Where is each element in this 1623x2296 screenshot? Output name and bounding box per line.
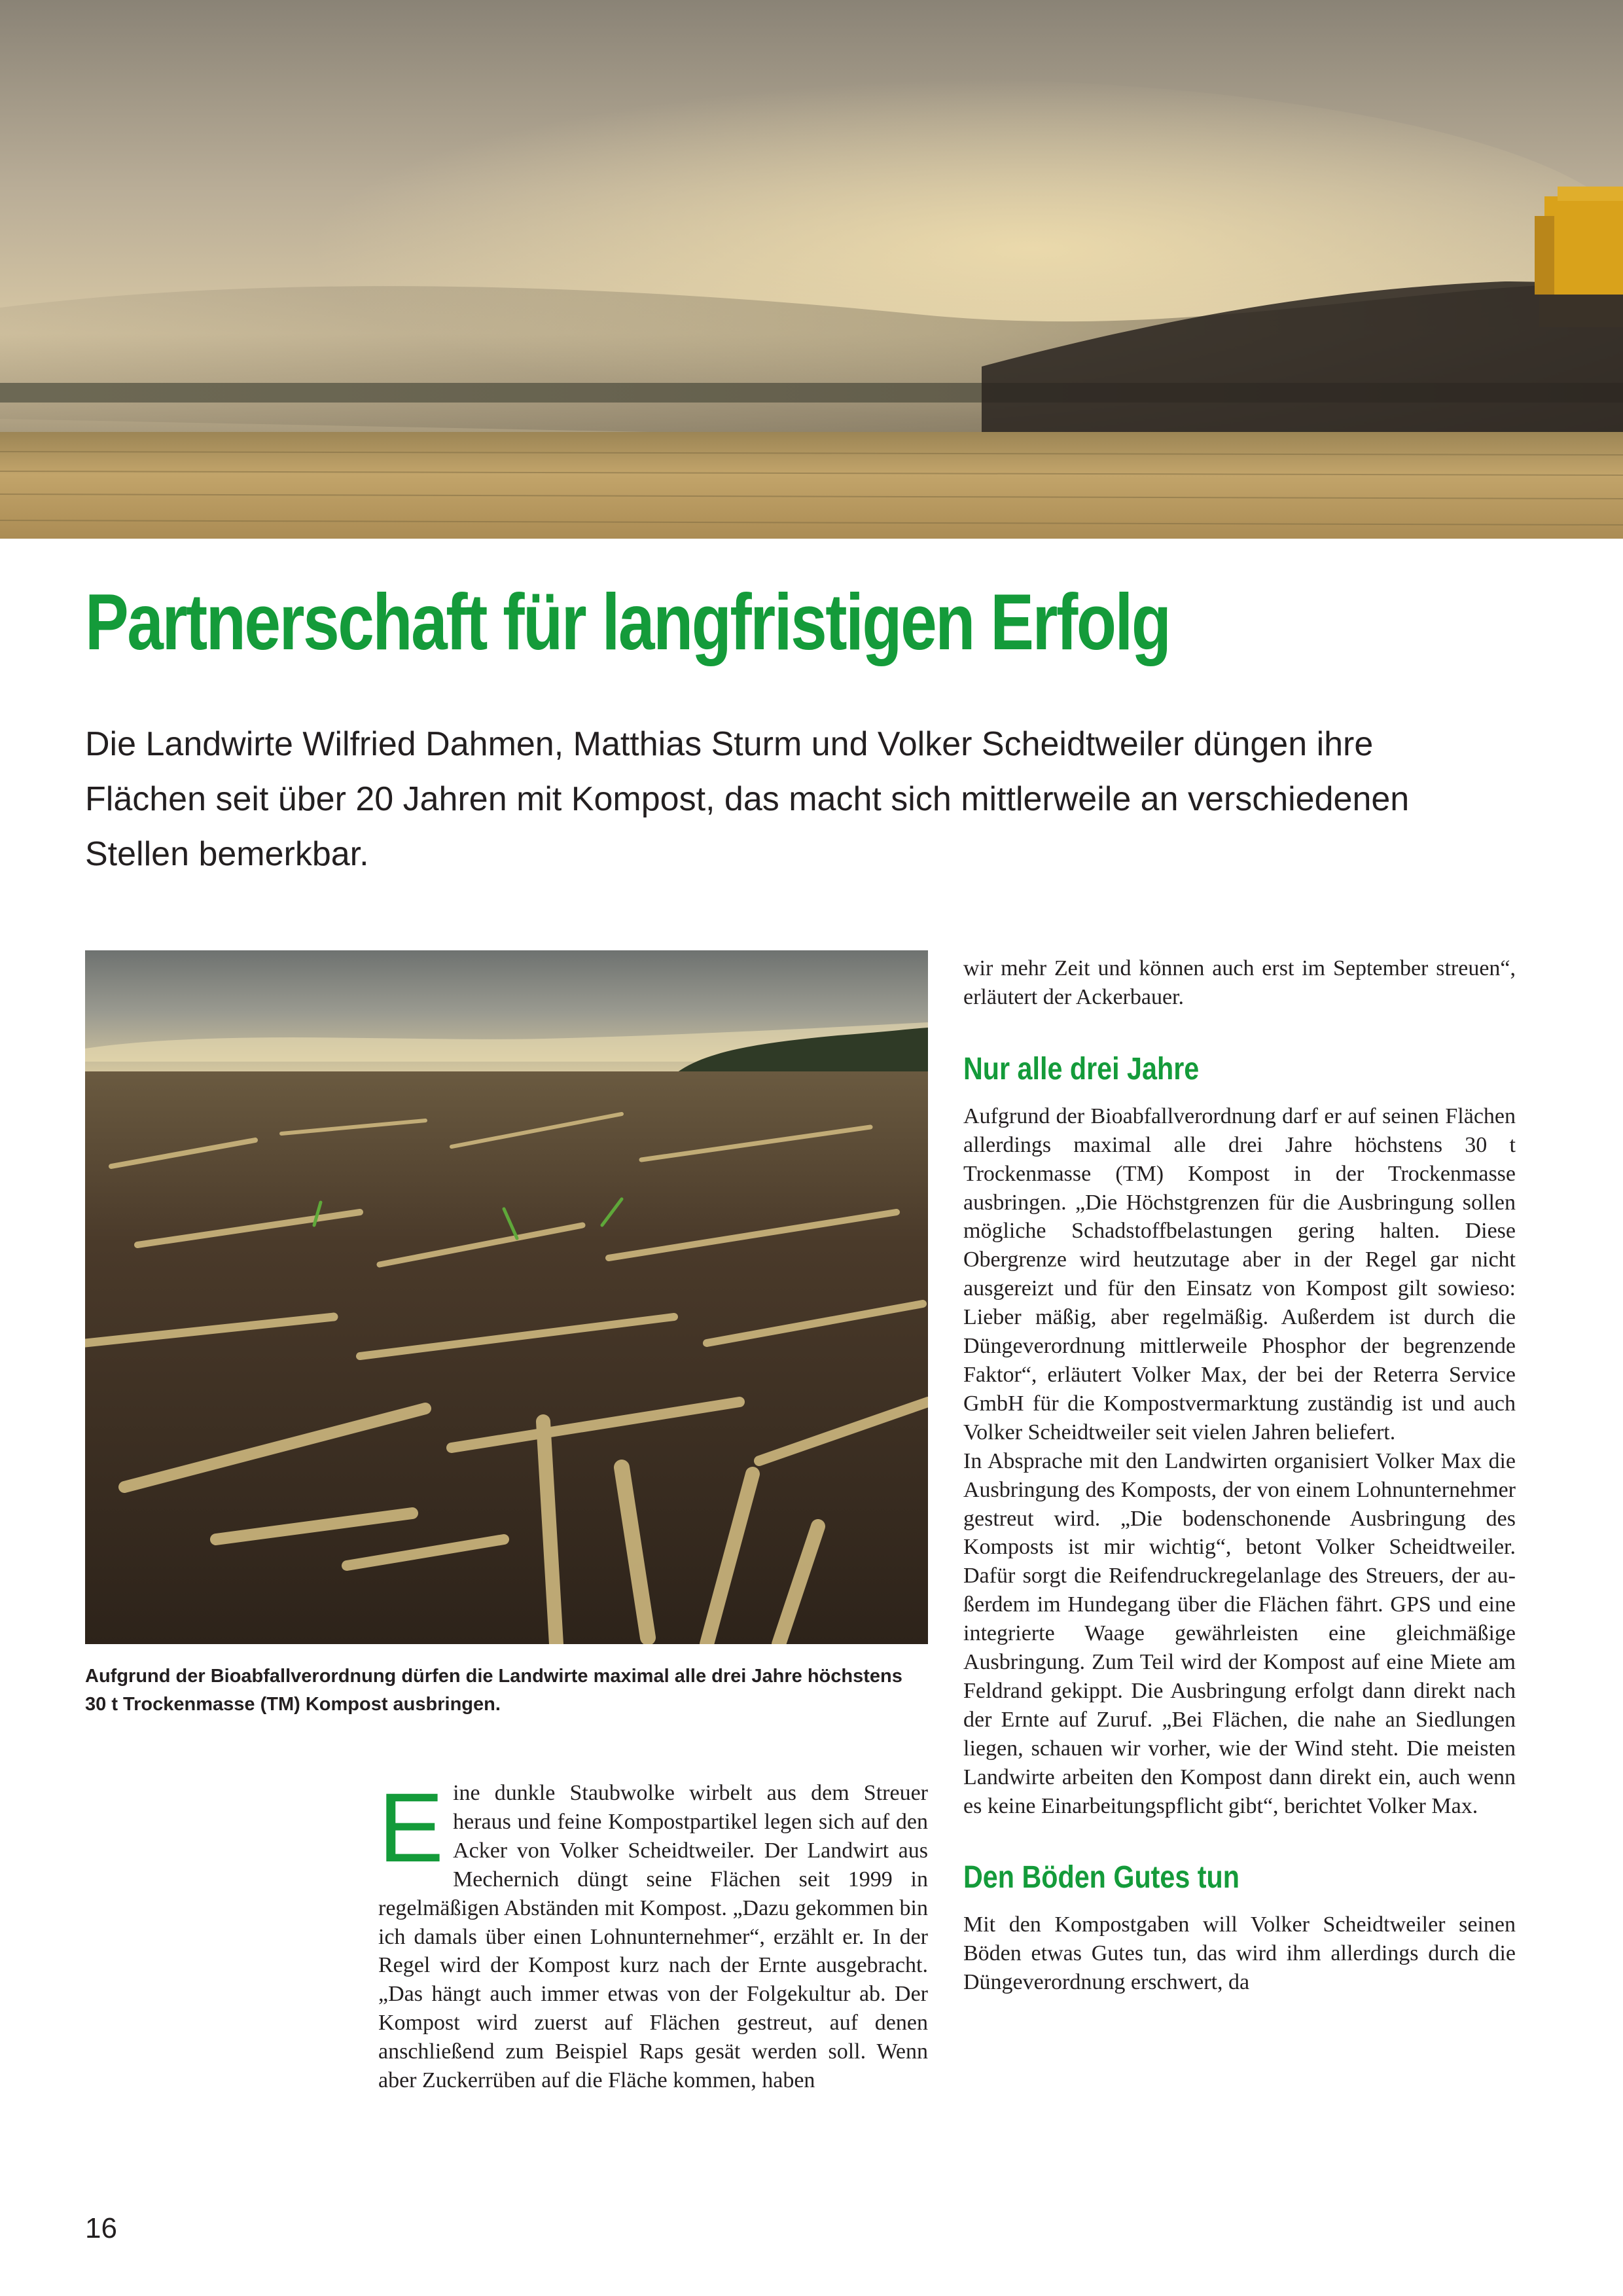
stubble-field-image	[85, 950, 928, 1644]
intro-paragraph	[378, 1772, 928, 2095]
section-heading-1: Nur alle drei Jahre	[963, 1051, 1200, 1086]
intro-text: ine dunkle Staubwolke wirbelt aus dem Streuer heraus und feine Kompostpartikel legen sich auf den Acker von Volker Scheidtweiler. Der Landwirt aus Mechernich düngt seine Flächen seit 1999 in regelmäßigen Abständen mit Kompost. „Dazu gekommen bin ich damals über einen Lohnunternehmer“, erzählt er. In der Regel wird der Kompost kurz nach der Ernte ausgebracht. „Das hängt auch immer etwas von der Folgekultur ab. Der Kompost wird zuerst auf Flächen gestreut, auf denen anschließend zum Beispiel Raps gesät werden soll. Wenn aber Zuckerrüben auf die Fläche kommen, haben	[378, 1781, 928, 2093]
stubble-photo	[85, 950, 928, 1644]
hero-field-image	[0, 0, 1623, 539]
hero-photo	[0, 0, 1623, 539]
section1-paragraph-1: Aufgrund der Bioabfallverordnung darf er auf seinen Flächen allerdings maximal alle drei Jahre höchstens 30 t Trockenmasse (TM) Kompost in der Trockenmasse ausbringen. „Die Höchstgrenzen für die Ausbringung sollen mögliche Schadstoffbelastungen gering halten. Diese Obergrenze wird heutzutage aber in der Regel gar nicht ausgereizt und für den Einsatz von Kompost gilt sowieso: Lieber mäßig, aber regelmäßig. Außerdem ist durch die Düngeverordnung mittlerweile Phosphor der begrenzende Faktor“, erläutert Volker Max, der bei der Reterra Service GmbH für die Kompostvermarktung zuständig ist und auch Volker Scheidtweiler seit vielen Jahren beliefert.	[963, 1103, 1516, 1444]
body-column-right	[963, 954, 1516, 1997]
section1-paragraph-2: In Absprache mit den Landwirten organisiert Volker Max die Ausbringung des Komposts, der von einem Lohnunternehmer gestreut wird. „Die bodenschonende Ausbringung des Komposts ist mir wichtig“, betont Volker Scheidtweiler. Dafür sorgt die Reifendruckregelanlage des Streuers, der außerdem im Hundegang über die Flächen fährt. GPS und eine integrierte Waage gewährleisten eine gleichmäßige Ausbringung. Zum Teil wird der Kompost auf eine Miete am Feldrand gekippt. Die Ausbringung erfolgt dann direkt nach der Ernte auf Zuruf. „Bei Flächen, die nahe an Siedlungen liegen, schauen wir vorher, wie der Wind steht. Die meisten Landwirte arbeiten den Kompost dann direkt ein, auch wenn es keine Einarbeitungspflicht gibt“, berichtet Volker Max.	[963, 1448, 1516, 1818]
photo-caption: Aufgrund der Bioabfallverordnung dürfen die Landwirte maximal alle drei Jahre höchstens 30 t Trockenmasse (TM) Kompost ausbringen.	[85, 1666, 902, 1715]
body-column-left	[378, 1772, 928, 2095]
article-lead: Die Landwirte Wilfried Dahmen, Matthias Sturm und Volker Scheidtweiler düngen ihre Flächen seit über 20 Jahren mit Kompost, das macht sich mittlerweile an verschiedenen Stellen bemerkbar.	[85, 725, 1410, 873]
section2-paragraph-1: Mit den Kompostgaben will Volker Scheidtweiler seinen Böden etwas Gutes tun, das wird ihm allerdings durch die Düngeverordnung erschwert, da	[963, 1912, 1516, 1995]
drop-cap: E	[378, 1772, 444, 1882]
section-heading-2: Den Böden Gutes tun	[963, 1860, 1240, 1895]
article-title: Partnerschaft für langfristigen Erfolg	[85, 577, 1170, 666]
page-number: 16	[85, 2212, 117, 2244]
spreader-machine	[1535, 187, 1623, 327]
continuation-paragraph: wir mehr Zeit und können auch erst im September streuen“, erläutert der Ackerbauer.	[963, 956, 1516, 1009]
